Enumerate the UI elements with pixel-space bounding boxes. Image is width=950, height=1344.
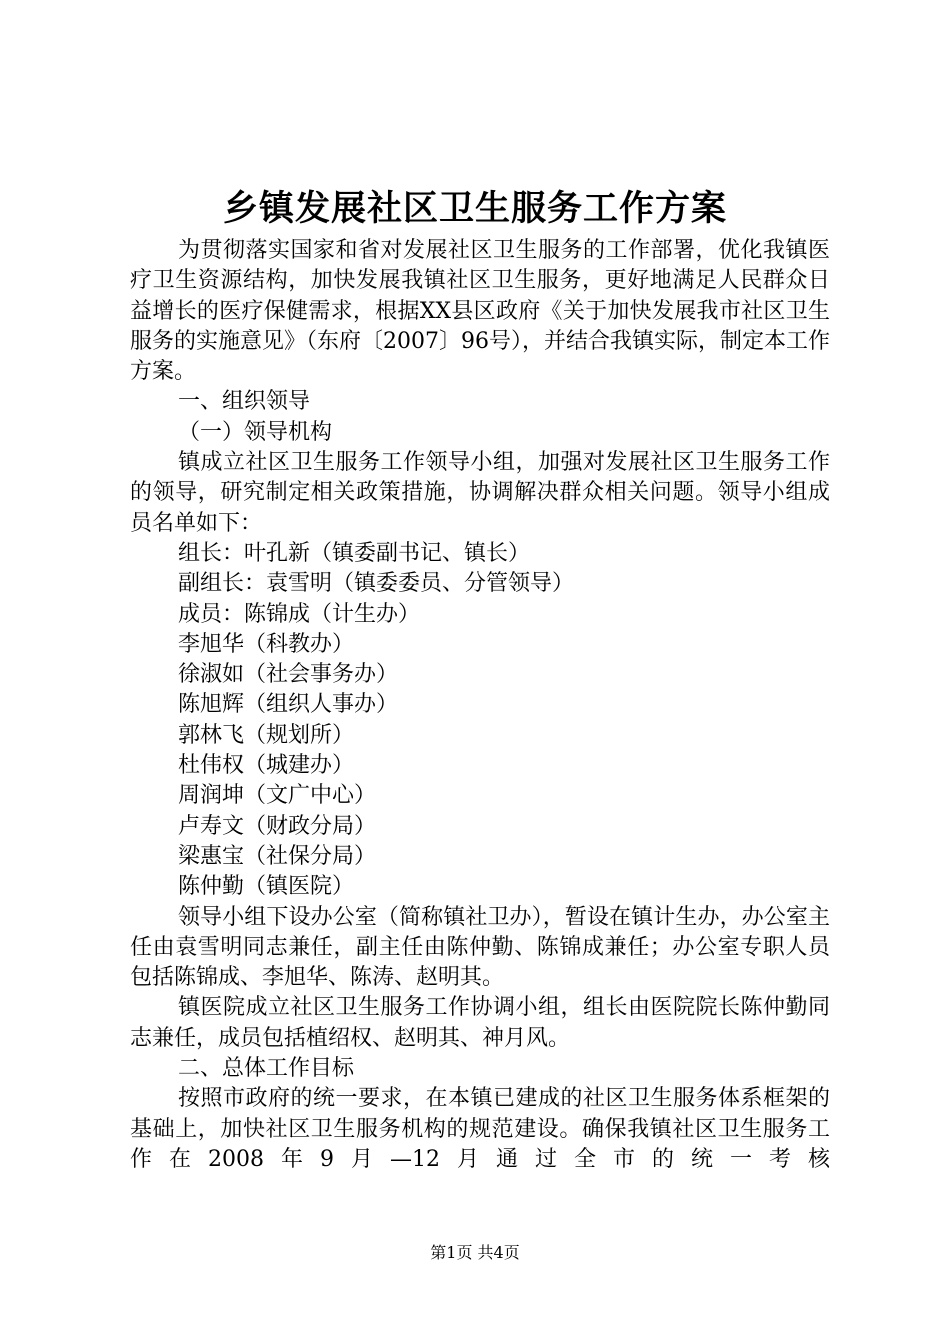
office-paragraph: 领导小组下设办公室（简称镇社卫办），暂设在镇计生办，办公室主任由袁雪明同志兼任，副主任由陈仲勤、陈锦成兼任；办公室专职人员包括陈锦成、李旭华、陈涛、赵明其。 (130, 904, 830, 991)
member-line: 陈仲勤（镇医院） (178, 874, 355, 900)
goals-paragraph: 按照市政府的统一要求，在本镇已建成的社区卫生服务体系框架的基础上，加快社区卫生服务机构的规范建设。确保我镇社区卫生服务工作在2008年9月—12月通过全市的统一考核 (130, 1086, 830, 1172)
document-title: 乡镇发展社区卫生服务工作方案 (222, 188, 727, 229)
member-line: 组长：叶孔新（镇委副书记、镇长） (178, 540, 531, 566)
member-line: 杜伟权（城建办） (178, 753, 355, 779)
member-line: 梁惠宝（社保分局） (178, 843, 377, 869)
member-line: 郭林飞（规划所） (178, 722, 355, 748)
section-heading-goals: 二、总体工作目标 (178, 1056, 355, 1082)
member-line: 徐淑如（社会事务办） (178, 662, 399, 688)
member-line: 副组长：袁雪明（镇委委员、分管领导） (178, 571, 575, 597)
member-line: 卢寿文（财政分局） (178, 813, 377, 839)
member-line: 李旭华（科教办） (178, 631, 355, 657)
intro-paragraph: 为贯彻落实国家和省对发展社区卫生服务的工作部署，优化我镇医疗卫生资源结构，加快发展我镇社区卫生服务，更好地满足人民群众日益增长的医疗保健需求，根据XX县区政府《关于加快发展我市社区卫生服务的实施意见》（东府〔2007〕96号），并结合我镇实际，制定本工作方案。 (130, 238, 830, 385)
section-heading-organization: 一、组织领导 (178, 389, 311, 415)
leadership-paragraph: 镇成立社区卫生服务工作领导小组，加强对发展社区卫生服务工作的领导，研究制定相关政策措施，协调解决群众相关问题。领导小组成员名单如下： (130, 450, 830, 536)
member-line: 成员：陈锦成（计生办） (178, 601, 421, 627)
member-line: 周润坤（文广中心） (178, 783, 377, 809)
subsection-heading-leadership: （一）领导机构 (178, 419, 333, 445)
page-number: 第1页 共4页 (430, 1243, 520, 1262)
coordination-paragraph: 镇医院成立社区卫生服务工作协调小组，组长由医院院长陈仲勤同志兼任，成员包括植绍权、赵明其、神月风。 (130, 995, 830, 1051)
member-line: 陈旭辉（组织人事办） (178, 692, 399, 718)
document-body (130, 236, 830, 1175)
